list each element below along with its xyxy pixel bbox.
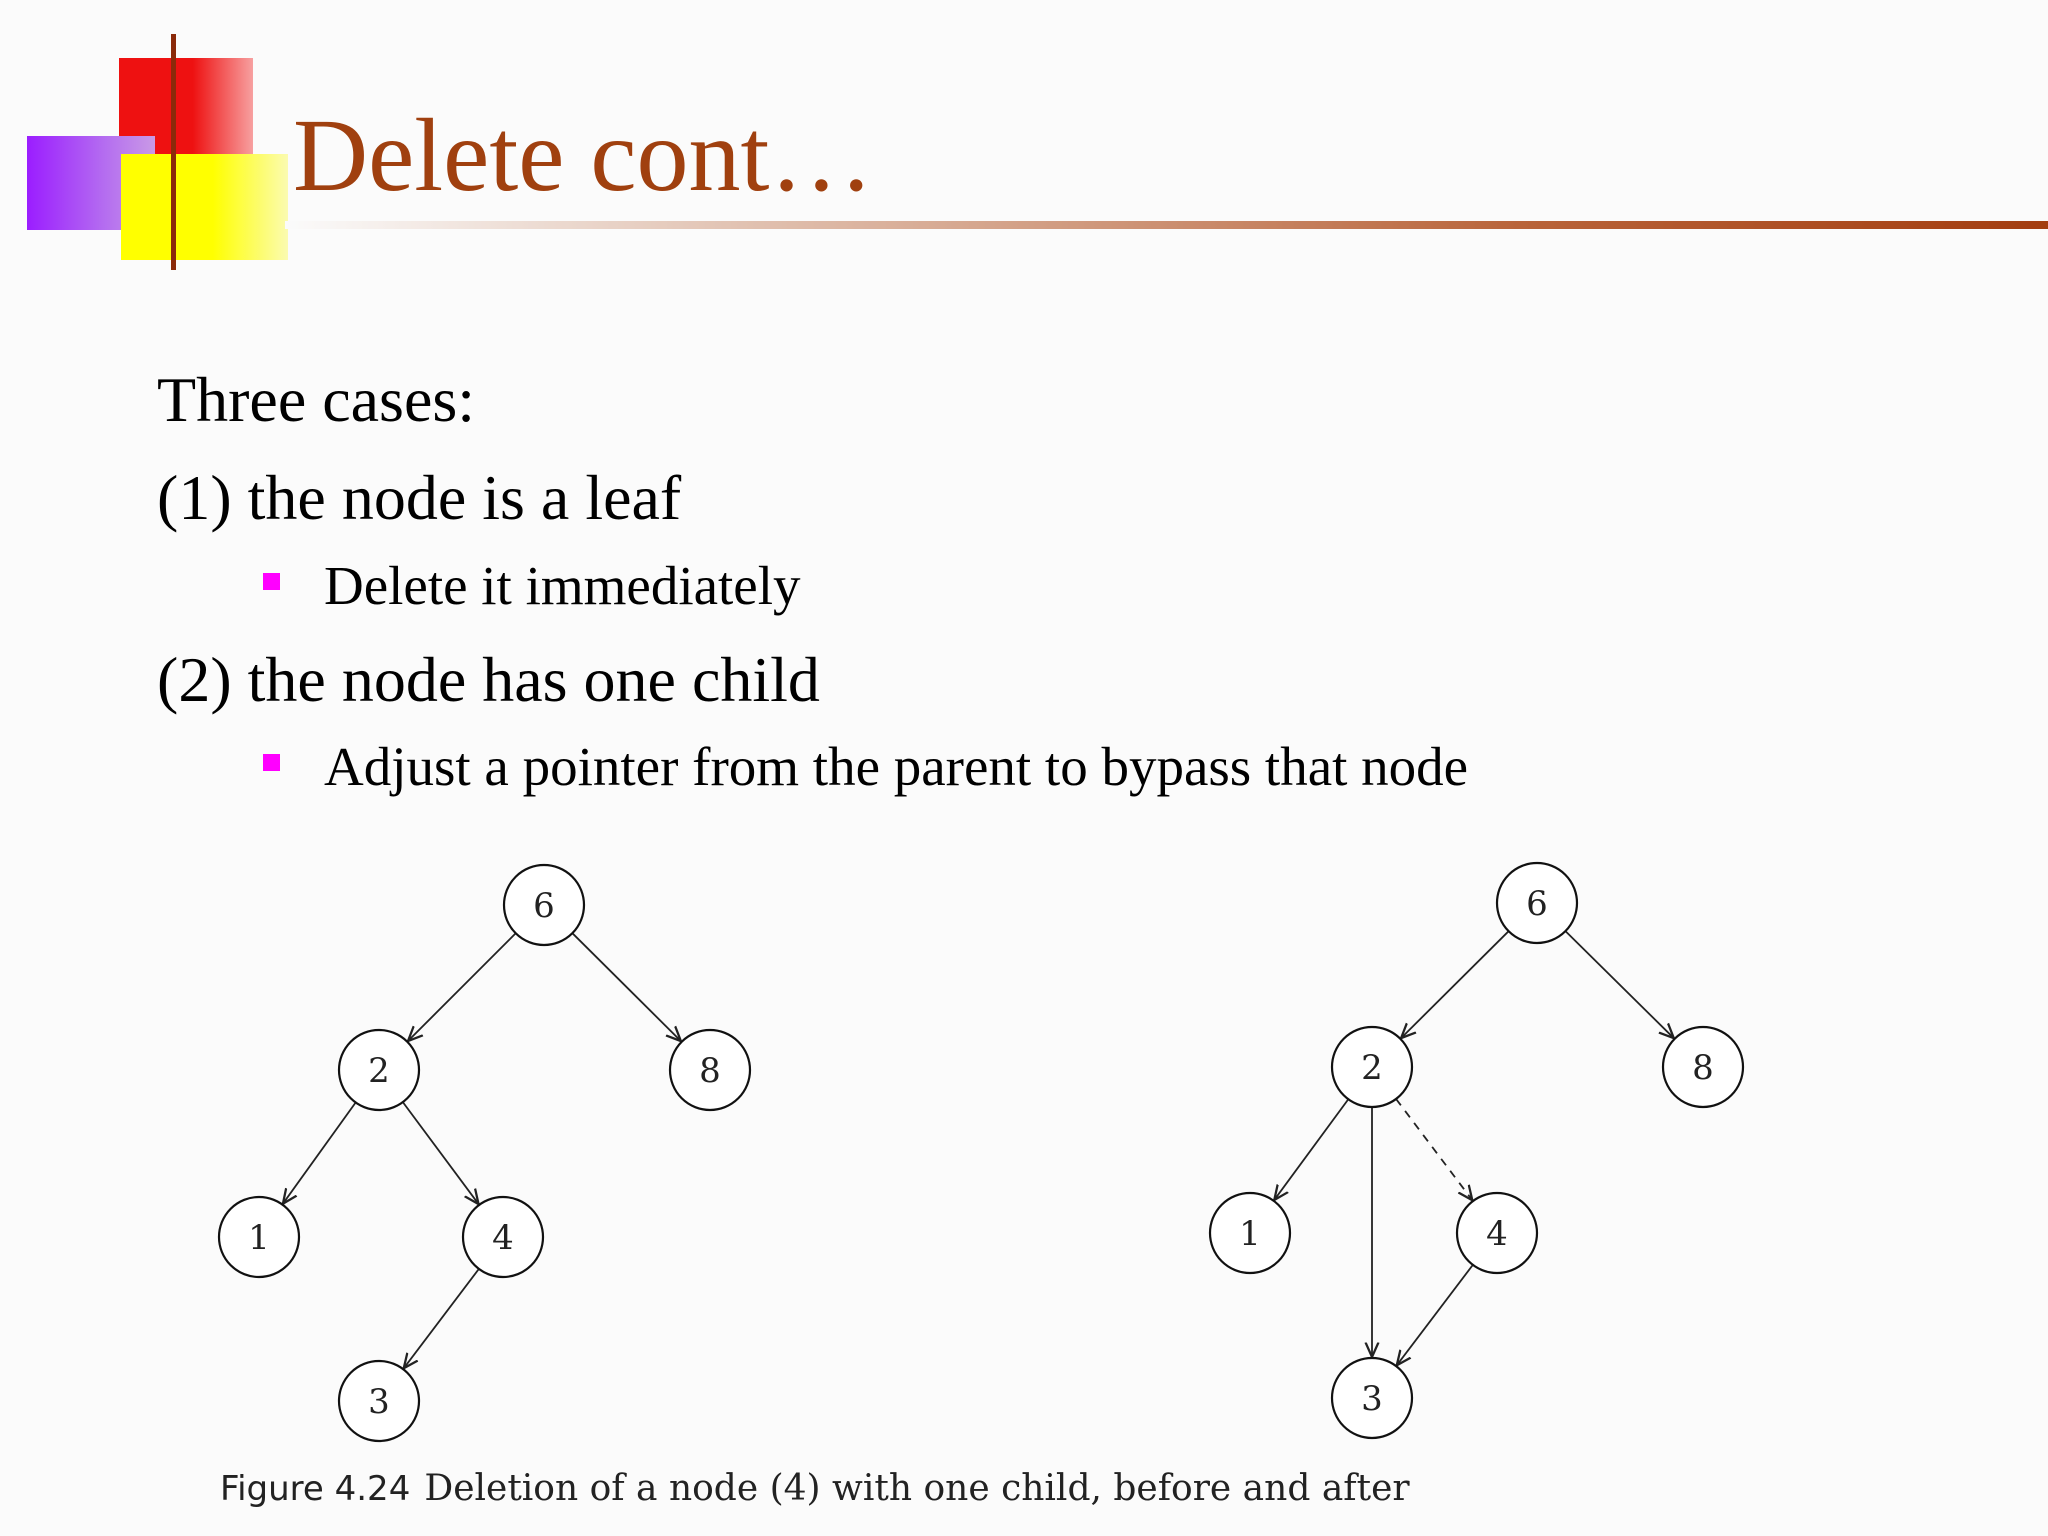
figure-caption-label: Figure 4.24 — [220, 1469, 411, 1509]
tree-node-1 — [1210, 1193, 1290, 1273]
tree-node-6 — [1497, 863, 1577, 943]
svg-text:8: 8 — [699, 1051, 721, 1091]
svg-text:3: 3 — [1361, 1379, 1383, 1419]
tree-node-3 — [339, 1361, 419, 1441]
case1-bullet-text: Delete it immediately — [324, 555, 801, 616]
tree-node-3 — [1332, 1358, 1412, 1438]
svg-text:4: 4 — [1486, 1214, 1508, 1254]
tree-edge-2-4 — [1396, 1099, 1472, 1200]
tree-edge-4-3 — [1397, 1265, 1473, 1365]
svg-text:6: 6 — [533, 886, 555, 926]
case2-bullet-text: Adjust a pointer from the parent to bypass that node — [324, 736, 1469, 797]
svg-text:4: 4 — [492, 1218, 514, 1258]
tree-node-4 — [463, 1197, 543, 1277]
tree-edge-6-8 — [572, 933, 681, 1041]
figure-caption-text: Deletion of a node (4) with one child, before and after — [424, 1468, 1410, 1509]
tree-node-4 — [1457, 1193, 1537, 1273]
tree-node-2 — [1332, 1027, 1412, 1107]
svg-text:1: 1 — [1239, 1214, 1261, 1254]
svg-text:1: 1 — [248, 1218, 270, 1258]
svg-text:3: 3 — [368, 1382, 390, 1422]
tree-node-6 — [504, 865, 584, 945]
tree-before — [219, 865, 750, 1441]
case1-heading: (1) the node is a leaf — [157, 462, 682, 533]
slide-title: Delete cont… — [293, 98, 874, 213]
svg-text:2: 2 — [368, 1051, 390, 1091]
tree-node-1 — [219, 1197, 299, 1277]
svg-text:2: 2 — [1361, 1048, 1383, 1088]
tree-edge-4-3 — [404, 1269, 479, 1368]
tree-edge-2-1 — [283, 1102, 356, 1203]
tree-edge-6-2 — [1401, 931, 1509, 1038]
tree-edge-6-2 — [408, 933, 516, 1041]
tree-edge-2-4 — [403, 1102, 479, 1204]
tree-node-8 — [1663, 1027, 1743, 1107]
intro-text: Three cases: — [157, 364, 476, 435]
tree-node-8 — [670, 1030, 750, 1110]
svg-text:8: 8 — [1692, 1048, 1714, 1088]
tree-edge-2-1 — [1274, 1099, 1348, 1200]
tree-edge-6-8 — [1565, 931, 1673, 1038]
tree-node-2 — [339, 1030, 419, 1110]
figure-caption — [220, 1470, 1410, 1507]
case2-heading: (2) the node has one child — [157, 644, 820, 715]
tree-after — [1210, 863, 1743, 1438]
svg-text:6: 6 — [1526, 884, 1548, 924]
